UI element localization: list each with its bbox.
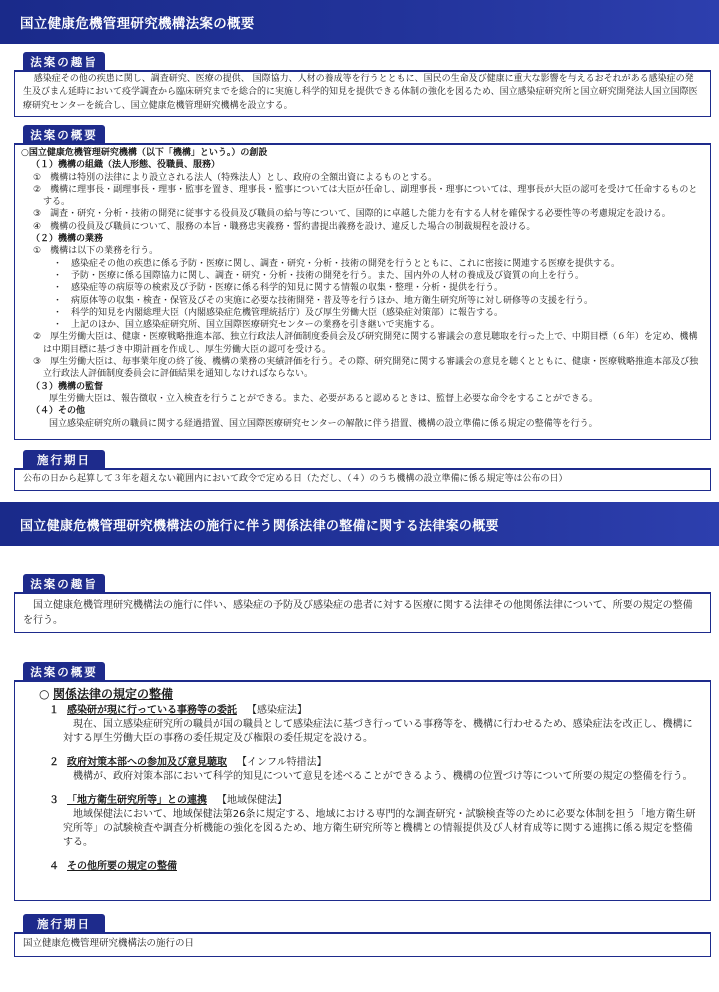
doc2-title-bar: [0, 502, 719, 546]
law-item-body-3: 地域保健法において、地域保健法第26条に規定する、地域における専門的な調査研究・試験検査等のために必要な体制を担う「地方衛生研究所等」の試験検査や調査分析機能の強化を図るため、地方衛生研究所等と機構との情報提供及び人材育成等に関する連携に係る規定を整備する。: [63, 809, 696, 848]
law-item-title-1: [25, 704, 700, 718]
doc2-purpose-box: [14, 593, 711, 633]
doc1-outline-tab: 法案の概要: [23, 125, 105, 144]
doc2-purpose-tab: 法案の趣旨: [23, 574, 105, 593]
doc1-outline-box: [14, 144, 711, 440]
law-item-tag: 【インフル特措法】: [237, 757, 327, 768]
doc1-effective-tab: 施行期日: [23, 450, 105, 469]
doc1-section-1-title: （１）機構の組織（法人形態、役職員、服務）: [31, 160, 221, 171]
doc2-outline-box: [14, 681, 711, 901]
doc1-effective-text: 公布の日から起算して３年を超えない範囲内において政令で定める日（ただし、（４）のうち機構の設立準備に係る規定等は公布の日）: [23, 474, 568, 484]
law-item-name: 政府対策本部への参加及び意見聴取: [67, 757, 227, 768]
doc1-outline-heading: ○国立健康危機管理研究機構（以下「機構」という。）の創設: [21, 148, 268, 158]
doc1-s2-item: ① 機構は以下の業務を行う。: [33, 246, 159, 257]
doc1-s3-text: 厚生労働大臣は、報告徴収・立入検査を行うことができる。また、必要があると認めるときは、監督上必要な命令をすることができる。: [49, 393, 599, 404]
law-item-name: 感染研が現に行っている事務等の委託: [67, 705, 237, 716]
law-item-number: ４: [49, 861, 59, 872]
doc1-purpose-text: 感染症その他の疾患に関し、調査研究、医療の提供、 国際協力、人材の養成等を行うとともに、国民の生命及び健康に重大な影響を与えるおそれがある感染症の発生及びまん延時において疫学調査から臨床研究までを総合的に実施し科学的知見を提供できる体制の強化を図るため、国立感染症研究所と国立研究開発法人国立国際医療研究センターを統合し、国立健康危機管理研究機構を設立する。: [23, 74, 698, 111]
doc1-s2-bullet: ・ 感染症等の病原等の検索及び予防・医療に係る科学的知見に関する情報の収集・整理・分析・提供を行う。: [53, 283, 504, 294]
law-item-name: 「地方衛生研究所等」との連携: [67, 795, 207, 806]
law-item-body-1: 現在、国立感染症研究所の職員が国の職員として感染症法に基づき行っている事務等を、機構に行わせるため、感染症法を改正し、機構に対する厚生労働大臣の事務の委任規定及び権限の委任規定を設ける。: [63, 719, 693, 744]
doc1-section-2-title: （２）機構の業務: [31, 234, 104, 245]
doc2-effective-box: [14, 933, 711, 957]
law-item-title-2: [25, 756, 700, 770]
doc1-purpose-tab: 法案の趣旨: [23, 52, 105, 71]
doc2-effective-text: 国立健康危機管理研究機構法の施行の日: [23, 938, 195, 949]
law-item-number: ３: [49, 795, 59, 806]
doc2-title: 国立健康危機管理研究機構法の施行に伴う関係法律の整備に関する法律案の概要: [20, 518, 499, 534]
doc2-purpose-text: 国立健康危機管理研究機構法の施行に伴い、感染症の予防及び感染症の患者に対する医療に関する法律その他関係法律について、所要の規定の整備を行う。: [23, 600, 693, 626]
doc1-s2-bullet: ・ 科学的知見を内閣総理大臣（内閣感染症危機管理統括庁）及び厚生労働大臣（感染症対策部）に報告する。: [53, 307, 504, 318]
doc1-s2-bullet: ・ 上記のほか、国立感染症研究所、国立国際医療研究センターの業務を引き継いで実施する。: [53, 320, 440, 331]
doc1-s2-bullet: ・ 感染症その他の疾患に係る予防・医療に関し、調査・研究・分析・技術の開発を行うとともに、これに密接に関連する医療を提供する。: [53, 258, 621, 269]
doc1-s4-text: 国立感染症研究所の職員に関する経過措置、国立国際医療研究センターの解散に伴う措置、機構の設立準備に係る規定の整備等を行う。: [49, 418, 598, 429]
doc1-s1-item: ① 機構は特別の法律により設立される法人（特殊法人）とし、政府の全額出資によるものとする。: [33, 172, 438, 183]
law-item-tag: 【地域保健法】: [217, 795, 287, 806]
doc1-s2-bullet: ・ 病原体等の収集・検査・保管及びその実施に必要な技術開発・普及等を行うほか、地方衛生研究所等に対し研修等の支援を行う。: [53, 295, 594, 306]
law-item-title-3: [25, 794, 700, 808]
doc1-section-4-title: （４）その他: [31, 406, 86, 417]
doc1-s2-item: ③ 厚生労働大臣は、毎事業年度の終了後、機構の業務の実績評価を行う。その際、研究開発に関する審議会の意見を聴くとともに、健康・医療戦略推進本部及び独立行政法人評価制度委員会に評価結果を通知しなければならない。: [33, 357, 699, 380]
doc1-title-bar: [0, 0, 719, 44]
law-item-body-2: 機構が、政府対策本部において科学的知見について意見を述べることができるよう、機構の位置づけ等について所要の規定の整備を行う。: [73, 771, 693, 782]
doc1-effective-box: [14, 469, 711, 491]
doc1-s1-item: ④ 機構の役員及び職員について、服務の本旨・職務忠実義務・誓約書提出義務を設け、違反した場合の制裁規程を設ける。: [33, 221, 536, 232]
doc2-outline-tab: 法案の概要: [23, 662, 105, 681]
doc2-outline-heading: [25, 687, 700, 701]
doc2-outline-heading-text: 関係法律の規定の整備: [53, 687, 174, 701]
doc1-s1-item: ③ 調査・研究・分析・技術の開発に従事する役員及び職員の給与等について、国際的に卓越した能力を有する人材を確保する必要性等の考慮規定を設ける。: [33, 209, 671, 220]
law-item-title-4: [25, 860, 700, 874]
doc1-title: 国立健康危機管理研究機構法案の概要: [20, 16, 255, 32]
doc1-section-3-title: （３）機構の監督: [31, 381, 104, 392]
law-item-number: １: [49, 705, 59, 716]
law-item-tag: 【感染症法】: [247, 705, 307, 716]
doc1-purpose-box: [14, 71, 711, 117]
law-item-number: ２: [49, 757, 59, 768]
circle-mark-icon: ○: [39, 687, 50, 701]
doc2-effective-tab: 施行期日: [23, 914, 105, 933]
doc1-s2-item: ② 厚生労働大臣は、健康・医療戦略推進本部、独立行政法人評価制度委員会及び研究開発に関する審議会の意見聴取を行った上で、中期目標（６年）を定め、機構は中期目標に基づき中期計画を作成し、厚生労働大臣の認可を受ける。: [33, 332, 698, 355]
law-item-name: その他所要の規定の整備: [67, 861, 177, 872]
doc1-s2-bullet: ・ 予防・医療に係る国際協力に関し、調査・研究・分析・技術の開発を行う。また、国内外の人材の養成及び資質の向上を行う。: [53, 270, 585, 281]
doc1-s1-item: ② 機構に理事長・副理事長・理事・監事を置き、理事長・監事については大臣が任命し、副理事長・理事については、理事長が大臣の認可を受けて任命するものとする。: [33, 184, 698, 208]
